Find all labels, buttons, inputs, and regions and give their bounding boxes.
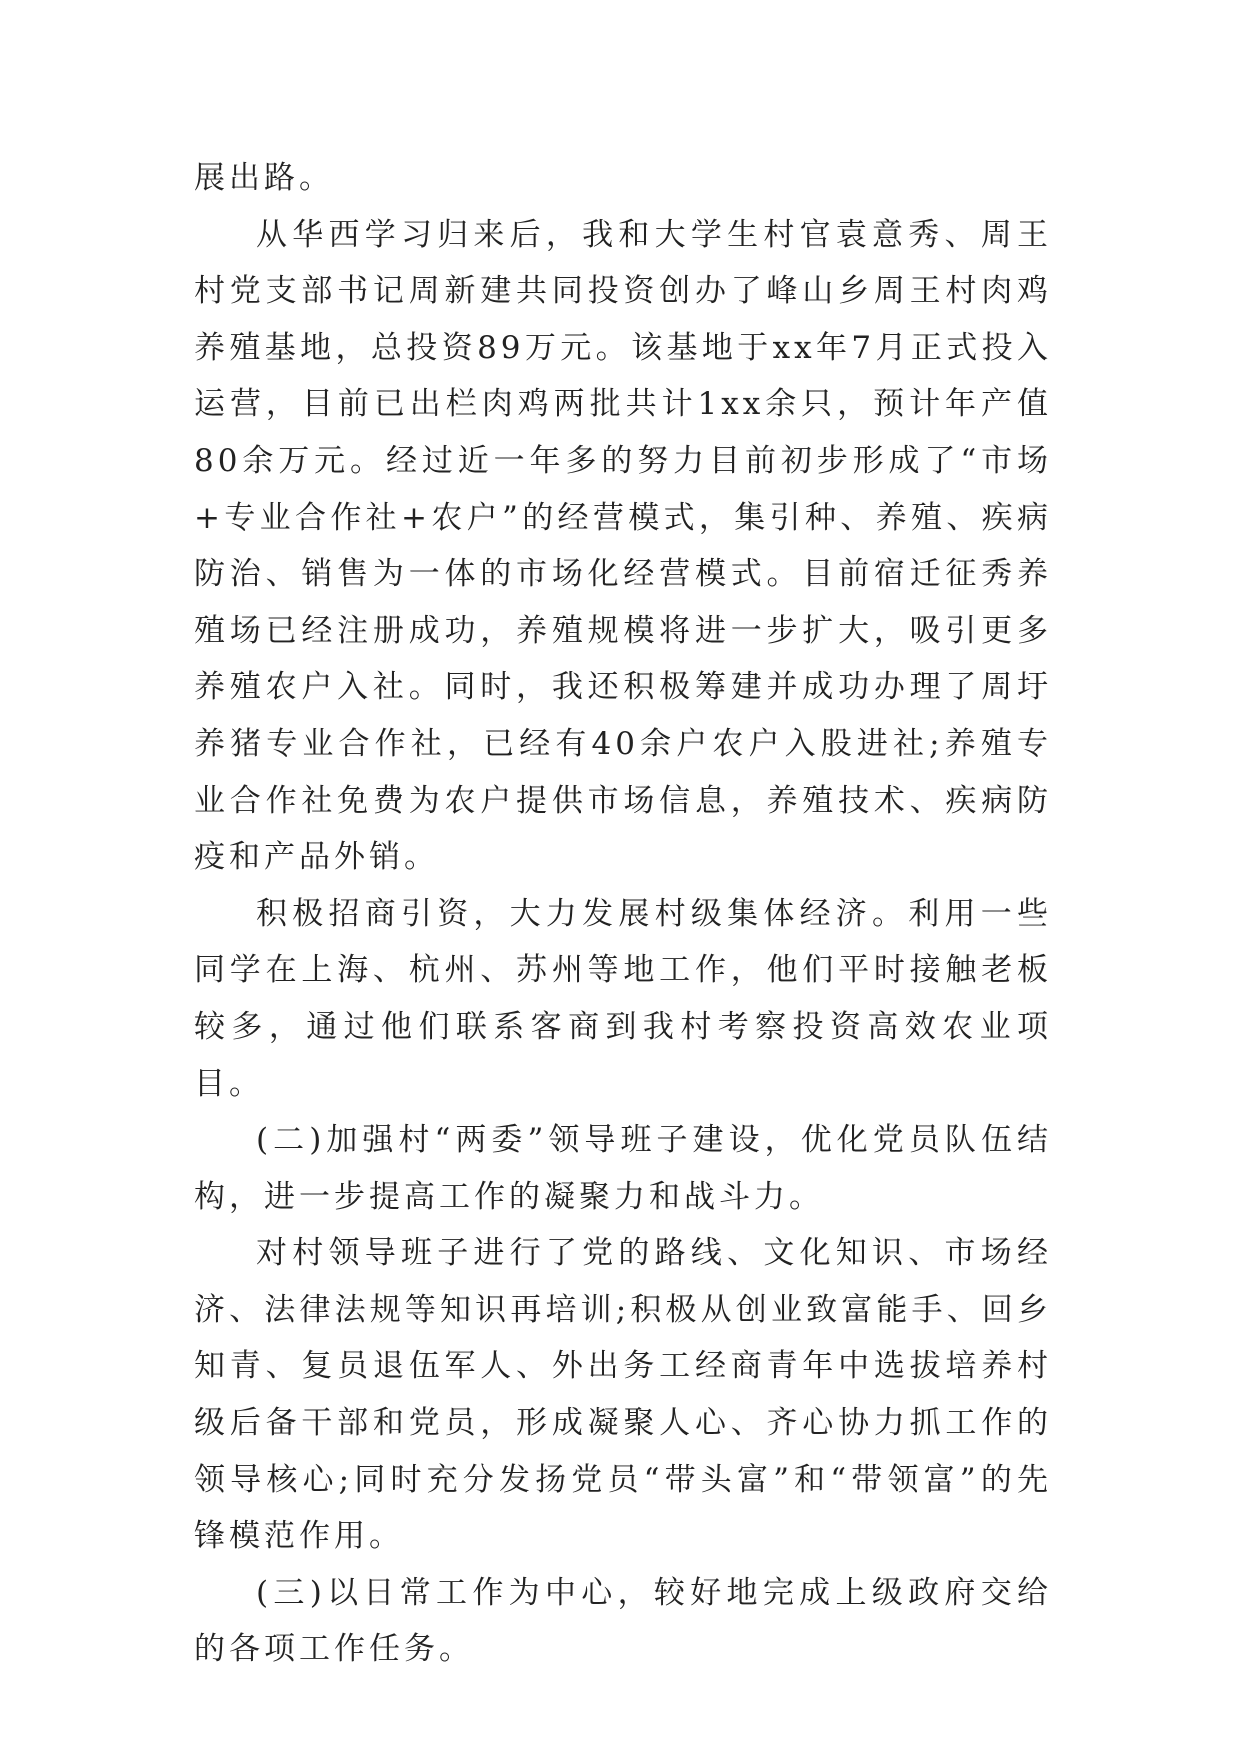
- paragraph-continuation: 展出路。: [194, 160, 334, 196]
- paragraph-investment: 积极招商引资，大力发展村级集体经济。利用一些同学在上海、杭州、苏州等地工作，他们平时接触老板较多，通过他们联系客商到我村考察投资高效农业项目。: [194, 895, 1052, 1102]
- paragraph-heading-two: (二)加强村“两委”领导班子建设，优化党员队伍结构，进一步提高工作的凝聚力和战斗力。: [194, 1122, 1052, 1215]
- paragraph-leadership-training: 对村领导班子进行了党的路线、文化知识、市场经济、法律法规等知识再培训;积极从创业致富能手、回乡知青、复员退伍军人、外出务工经商青年中选拔培养村级后备干部和党员，形成凝聚人心、齐心协力抓工作的领导核心;同时充分发扬党员“带头富”和“带领富”的先锋模范作用。: [194, 1235, 1052, 1555]
- paragraph-heading-three: (三)以日常工作为中心，较好地完成上级政府交给的各项工作任务。: [194, 1574, 1052, 1668]
- paragraph-breeding-base: 从华西学习归来后，我和大学生村官袁意秀、周王村党支部书记周新建共同投资创办了峰山乡周王村肉鸡养殖基地，总投资89万元。该基地于xx年7月正式投入运营，目前已出栏肉鸡两批共计1xx余只，预计年产值80余万元。经过近一年多的努力目前初步形成了“市场+专业合作社+农户”的经营模式，集引种、养殖、疾病防治、销售为一体的市场化经营模式。目前宿迁征秀养殖场已经注册成功，养殖规模将进一步扩大，吸引更多养殖农户入社。同时，我还积极筹建并成功办理了周圩养猪专业合作社，已经有40余户农户入股进社;养殖专业合作社免费为农户提供市场信息，养殖技术、疾病防疫和产品外销。: [194, 216, 1052, 876]
- document-body: [194, 150, 1052, 1678]
